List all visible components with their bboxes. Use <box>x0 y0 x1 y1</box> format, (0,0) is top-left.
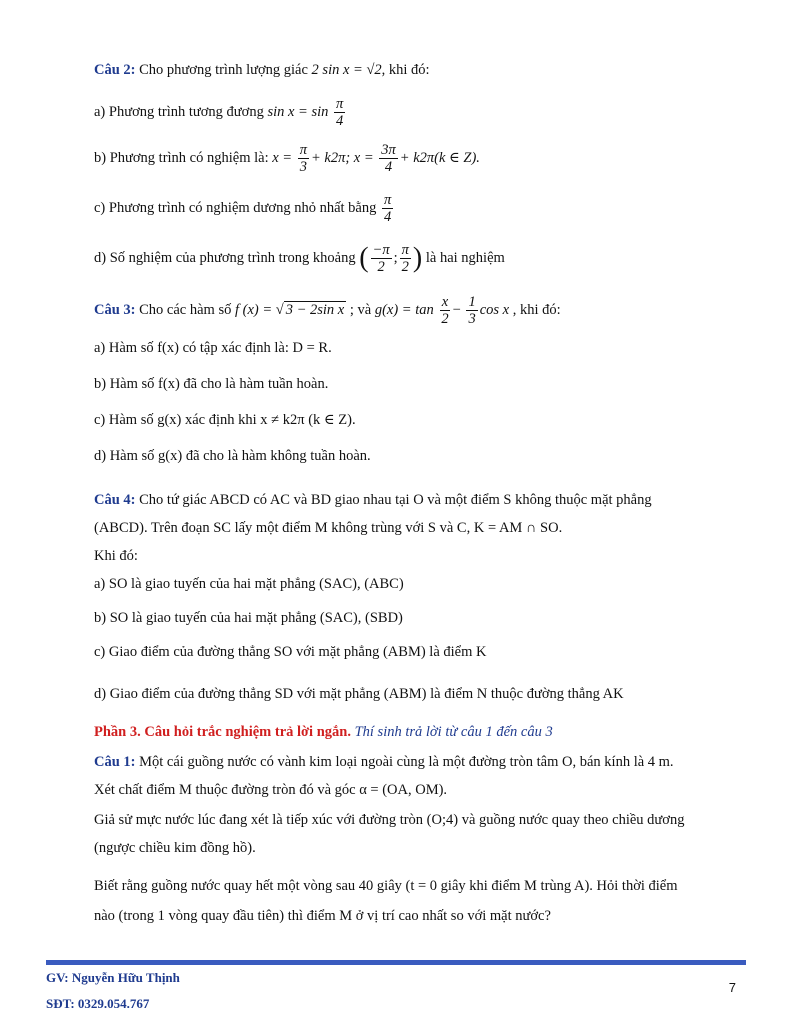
q3-option-a: a) Hàm số f(x) có tập xác định là: D = R. <box>94 340 332 356</box>
q4-stem-line2: (ABCD). Trên đoạn SC lấy một điểm M không trùng với S và C, K = AM ∩ SO. <box>94 520 563 536</box>
q2-option-d: d) Số nghiệm của phương trình trong khoảng ( $\frac{-\pi}{2}$ ; $\frac{\pi}{2}$ ) là hai nghiệm <box>94 242 505 275</box>
q4-stem-line3: Khi đó: <box>94 548 138 564</box>
q4-label: Câu 4: <box>94 492 136 508</box>
q4-option-b: b) SO là giao tuyến của hai mặt phẳng (SAC), (SBD) <box>94 610 403 626</box>
q4-option-d: d) Giao điểm của đường thẳng SD với mặt phẳng (ABM) là điểm N thuộc đường thẳng AK <box>94 686 624 702</box>
fraction: $\frac{\pi}{4}$ <box>336 96 344 129</box>
q3-option-c: c) Hàm số g(x) xác định khi x ≠ k2π (k ∈ Z). <box>94 412 356 428</box>
part3-heading <box>94 722 553 742</box>
q2-option-a: a) Phương trình tương đương sin x = sin $\frac{\pi}{4}$ <box>94 96 344 129</box>
q2-stem: Câu 2: Cho phương trình lượng giác 2 sin x = √2, khi đó: <box>94 62 430 78</box>
q1-line6: nào (trong 1 vòng quay đầu tiên) thì điểm M ở vị trí cao nhất so với mặt nước? <box>94 908 551 924</box>
q2-equation: 2 sin x = √2 <box>311 62 382 78</box>
fraction: $\frac{1}{3}$ <box>468 294 476 327</box>
q2-option-b: b) Phương trình có nghiệm là: x = $\frac{\pi}{3}$ + k2π; x = $\frac{3\pi}{4}$ + k2π(k ∈ Z). <box>94 142 480 175</box>
q2-label: Câu 2: <box>94 62 136 78</box>
part3-note: Thí sinh trả lời từ câu 1 đến câu 3 <box>350 724 553 740</box>
q4-stem-line1: Câu 4: Cho tứ giác ABCD có AC và BD giao nhau tại O và một điểm S không thuộc mặt phẳng <box>94 492 652 508</box>
footer-teacher: GV: Nguyễn Hữu Thịnh <box>46 970 180 985</box>
q1-line2: Xét chất điểm M thuộc đường tròn đó và góc α = (OA, OM). <box>94 782 448 798</box>
footer-phone: SĐT: 0329.054.767 <box>46 996 150 1011</box>
fraction: $\frac{\pi}{2}$ <box>401 242 409 275</box>
q3-option-b: b) Hàm số f(x) đã cho là hàm tuần hoàn. <box>94 376 329 392</box>
q1-line5: Biết rằng guồng nước quay hết một vòng sau 40 giây (t = 0 giây khi điểm M trùng A). Hỏi thời điểm <box>94 878 678 894</box>
fraction: $\frac{-\pi}{2}$ <box>372 242 390 275</box>
q3-label: Câu 3: <box>94 301 136 318</box>
q4-option-a: a) SO là giao tuyến của hai mặt phẳng (SAC), (ABC) <box>94 576 404 592</box>
fraction: $\frac{x}{2}$ <box>441 294 449 327</box>
q1-line4: (ngược chiều kim đồng hồ). <box>94 840 256 856</box>
fraction: $\frac{\pi}{3}$ <box>299 142 307 175</box>
fraction: $\frac{\pi}{4}$ <box>383 192 392 225</box>
q1-label: Câu 1: <box>94 754 136 770</box>
q3-option-d: d) Hàm số g(x) đã cho là hàm không tuần hoàn. <box>94 448 371 464</box>
q1-line1: Câu 1: Một cái guồng nước có vành kim loại ngoài cùng là một đường tròn tâm O, bán kính là 4 m. <box>94 754 674 770</box>
fraction: $\frac{3\pi}{4}$ <box>381 142 396 175</box>
page-number: 7 <box>728 980 736 995</box>
part3-title: Phần 3. Câu hỏi trắc nghiệm trả lời ngắn. <box>94 724 351 740</box>
q3-stem: Câu 3: Cho các hàm số f (x) = √ 3 − 2sin x ; và g(x) = tan $\frac{x}{2}$ − $\frac{1}{3}$ cos x , khi đó: <box>94 294 561 327</box>
q4-option-c: c) Giao điểm của đường thẳng SO với mặt phẳng (ABM) là điểm K <box>94 644 487 660</box>
q1-line3: Giả sử mực nước lúc đang xét là tiếp xúc với đường tròn (O;4) và guồng nước quay theo chiều dương <box>94 812 685 828</box>
q2-option-c: c) Phương trình có nghiệm dương nhỏ nhất bằng $\frac{\pi}{4}$ <box>94 192 392 225</box>
footer-divider <box>46 960 746 965</box>
